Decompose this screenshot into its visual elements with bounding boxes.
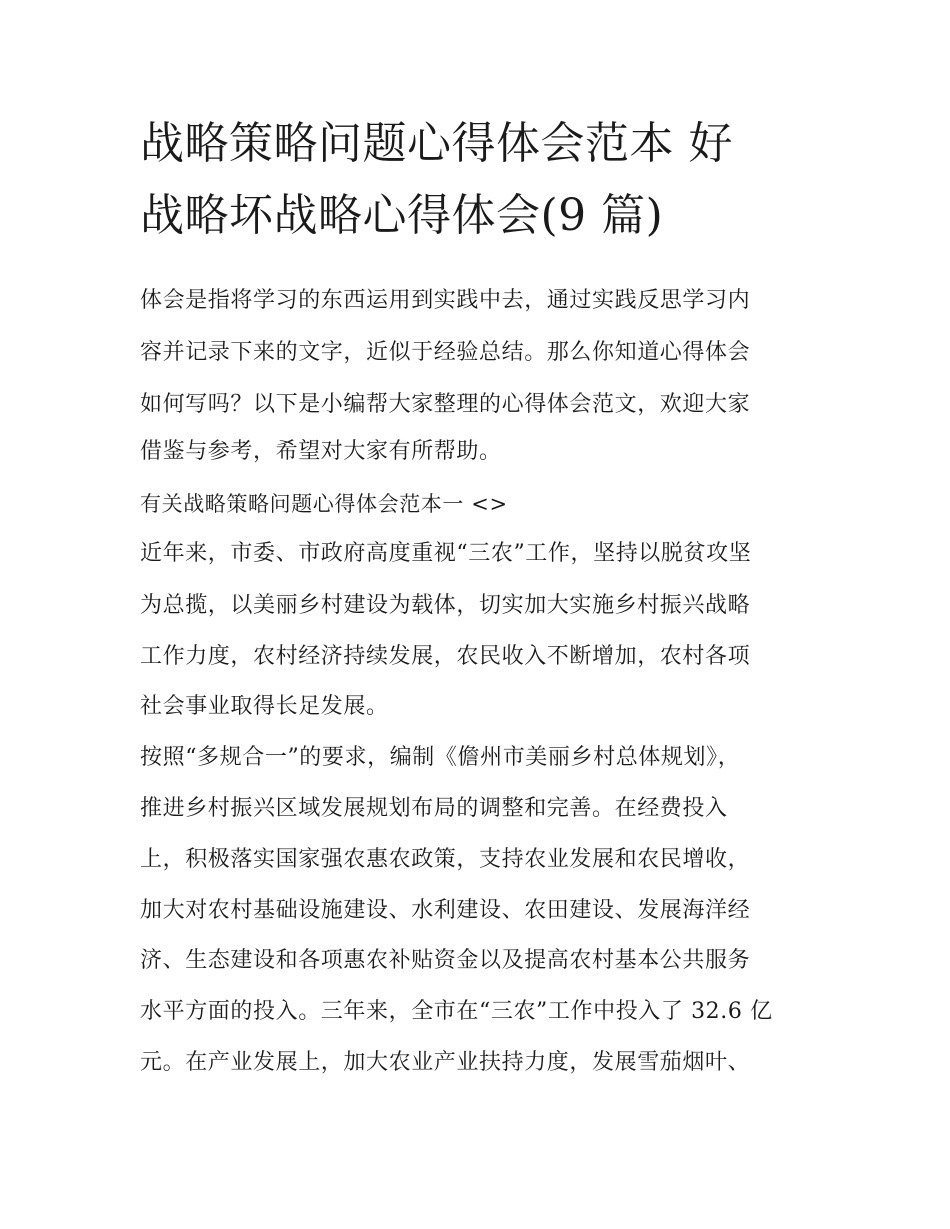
- title-line-1: 战略策略问题心得体会范本 好: [140, 118, 733, 169]
- paragraph-1-line: 社会事业取得长足发展。: [140, 694, 389, 719]
- title-line-2: 战略坏战略心得体会(9 篇): [140, 190, 664, 241]
- paragraph-2-line: 上，积极落实国家强农惠农政策，支持农业发展和农民增收，: [140, 847, 751, 872]
- paragraph-2-line: 加大对农村基础设施建设、水利建设、农田建设、发展海洋经: [140, 898, 751, 923]
- intro-line: 借鉴与参考，希望对大家有所帮助。: [140, 439, 502, 464]
- paragraph-2-line: 济、生态建设和各项惠农补贴资金以及提高农村基本公共服务: [140, 948, 751, 973]
- paragraph-1-line: 工作力度，农村经济持续发展，农民收入不断增加，农村各项: [140, 644, 751, 669]
- document-title: [140, 108, 820, 252]
- paragraph-2-line: 按照“多规合一”的要求，编制《儋州市美丽乡村总体规划》，: [140, 745, 741, 770]
- paragraph-2-line: 推进乡村振兴区域发展规划布局的调整和完善。在经费投入: [140, 796, 728, 821]
- paragraph-2-line: 水平方面的投入。三年来，全市在“三农”工作中投入了 32.6 亿: [140, 999, 773, 1024]
- section-heading: 有关战略策略问题心得体会范本一 <>: [140, 492, 508, 516]
- intro-line: 容并记录下来的文字，近似于经验总结。那么你知道心得体会: [140, 340, 751, 365]
- paragraph-2-line: 元。在产业发展上，加大农业产业扶持力度，发展雪茄烟叶、: [140, 1050, 751, 1075]
- paragraph-1-line: 近年来，市委、市政府高度重视“三农”工作，坚持以脱贫攻坚: [140, 541, 752, 566]
- intro-line: 体会是指将学习的东西运用到实践中去，通过实践反思学习内: [140, 288, 751, 313]
- intro-line: 如何写吗？以下是小编帮大家整理的心得体会范文，欢迎大家: [140, 392, 751, 417]
- paragraph-1-line: 为总揽，以美丽乡村建设为载体，切实加大实施乡村振兴战略: [140, 593, 751, 618]
